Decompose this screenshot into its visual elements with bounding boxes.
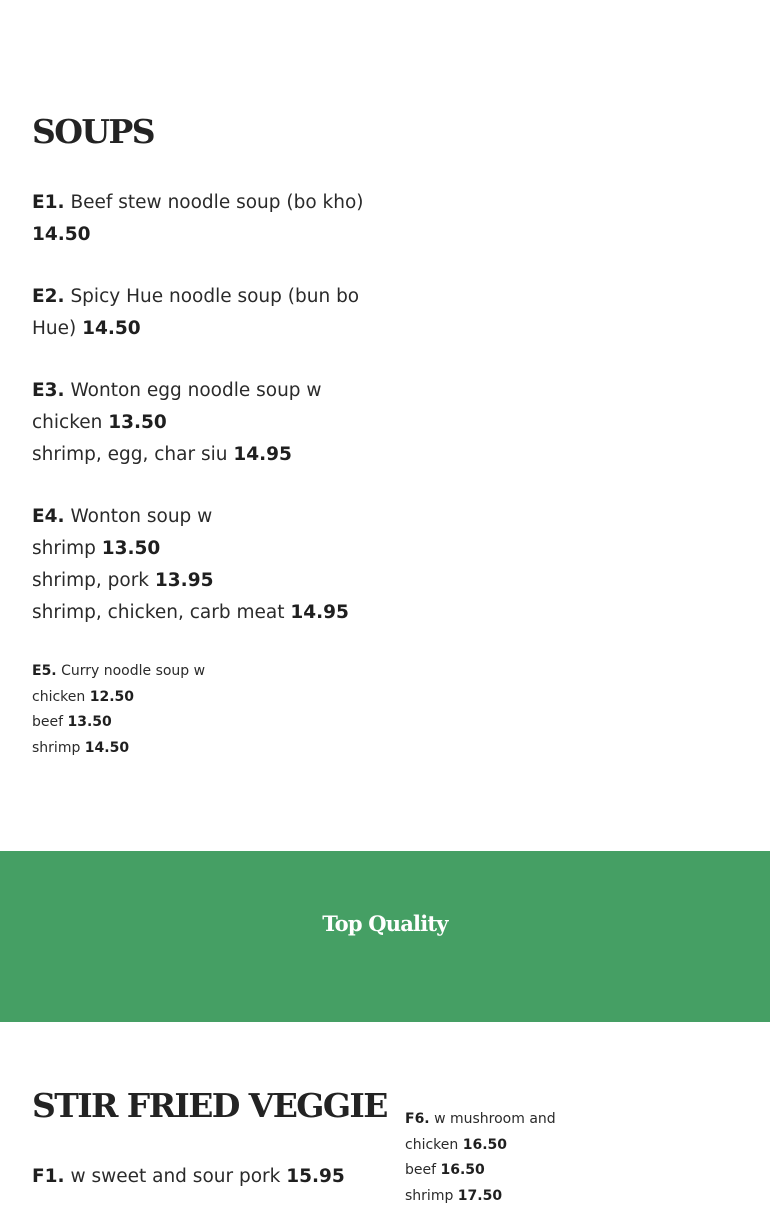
option-price: 14.95 xyxy=(233,444,292,465)
option-price: 16.50 xyxy=(462,1136,508,1153)
option-price: 14.50 xyxy=(84,739,130,756)
option-label: chicken xyxy=(405,1136,459,1153)
option-price: 16.50 xyxy=(440,1162,485,1178)
item-code: E4. xyxy=(32,506,65,527)
option-price: 13.95 xyxy=(154,570,214,591)
option-label: shrimp, chicken, carb meat xyxy=(32,602,285,623)
menu-item-e1 xyxy=(32,187,364,251)
item-name: Spicy Hue noodle soup (bun bo xyxy=(70,286,360,307)
stir-fried-heading: STIR FRIED VEGGIE xyxy=(32,1086,387,1125)
item-price: 15.95 xyxy=(286,1166,345,1187)
option-label: shrimp xyxy=(405,1187,454,1204)
item-name-cont: Hue) xyxy=(32,318,77,339)
option-price: 12.50 xyxy=(89,688,135,705)
item-code: F1. xyxy=(32,1166,65,1187)
option-price: 13.50 xyxy=(108,412,167,433)
option-label: chicken xyxy=(32,688,86,705)
option-label: shrimp, pork xyxy=(32,570,150,591)
menu-item-f6 xyxy=(405,1107,556,1209)
option-price: 14.95 xyxy=(290,602,349,623)
item-code: E5. xyxy=(32,663,57,679)
option-label: shrimp xyxy=(32,739,81,756)
banner-text: Top Quality xyxy=(322,911,448,936)
option-price: 13.50 xyxy=(67,714,112,730)
quality-banner xyxy=(0,851,770,1022)
menu-item-e5 xyxy=(32,659,205,761)
menu-item-f1 xyxy=(32,1161,345,1193)
item-price: 14.50 xyxy=(82,318,141,339)
menu-item-e3 xyxy=(32,375,322,471)
item-name: Wonton soup w xyxy=(70,506,213,527)
item-code: F6. xyxy=(405,1111,430,1127)
option-price: 17.50 xyxy=(457,1187,503,1204)
item-code: E3. xyxy=(32,380,65,401)
option-label: chicken xyxy=(32,412,103,433)
option-label: shrimp xyxy=(32,538,96,559)
item-price: 14.50 xyxy=(32,224,91,245)
option-label: beef xyxy=(32,714,64,730)
option-price: 13.50 xyxy=(101,538,161,559)
option-label: shrimp, egg, char siu xyxy=(32,444,228,465)
item-name: w mushroom and xyxy=(434,1111,556,1127)
item-name: Curry noodle soup w xyxy=(61,663,206,679)
item-code: E2. xyxy=(32,286,65,307)
soups-heading: SOUPS xyxy=(32,112,155,151)
menu-item-e4 xyxy=(32,501,349,629)
item-code: E1. xyxy=(32,192,65,213)
item-name: Wonton egg noodle soup w xyxy=(70,380,322,401)
item-name: Beef stew noodle soup (bo kho) xyxy=(70,192,364,213)
menu-item-e2 xyxy=(32,281,359,345)
item-name: w sweet and sour pork xyxy=(70,1166,281,1187)
option-label: beef xyxy=(405,1162,437,1178)
